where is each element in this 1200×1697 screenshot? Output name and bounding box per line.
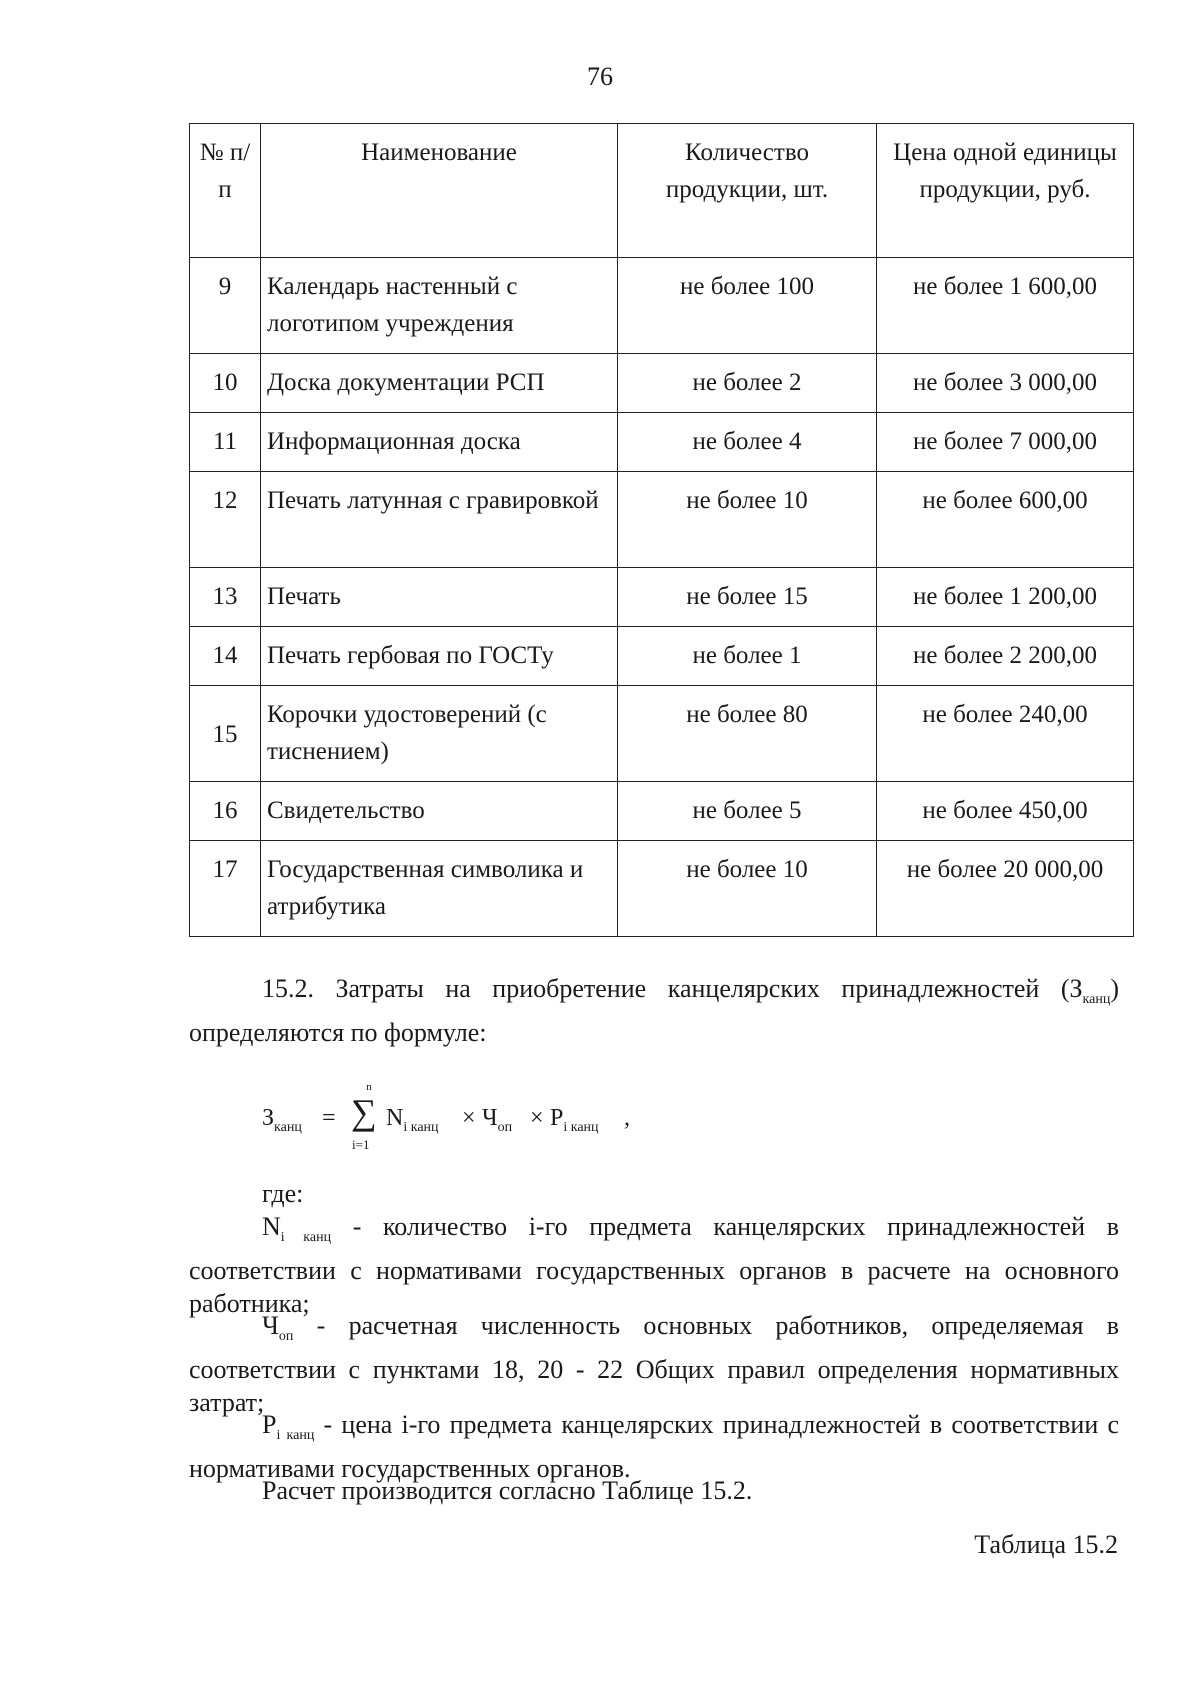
cell-name: Календарь настенный с логотипом учреждения bbox=[261, 258, 618, 354]
cell-price: не более 1 200,00 bbox=[877, 568, 1134, 627]
table-row bbox=[190, 841, 1134, 937]
cell-name: Печать латунная с гравировкой bbox=[261, 472, 618, 568]
cell-num: 11 bbox=[190, 413, 261, 472]
definition-n bbox=[189, 1210, 1119, 1320]
table-row bbox=[190, 354, 1134, 413]
formula-n bbox=[386, 1105, 439, 1136]
cell-num: 15 bbox=[190, 686, 261, 782]
cell-name: Печать гербовая по ГОСТу bbox=[261, 627, 618, 686]
cell-qty: не более 100 bbox=[618, 258, 877, 354]
definition-n-text: - количество i-го предмета канцелярских принадлежностей в соответствии с нормативами государственных органов в расчете на основного работника; bbox=[189, 1212, 1119, 1319]
cell-price: не более 450,00 bbox=[877, 782, 1134, 841]
formula-ch-symbol: Ч bbox=[482, 1105, 498, 1131]
cell-price: не более 1 600,00 bbox=[877, 258, 1134, 354]
cell-num: 9 bbox=[190, 258, 261, 354]
intro-subscript: канц bbox=[1082, 992, 1111, 1008]
cell-name: Печать bbox=[261, 568, 618, 627]
table-row bbox=[190, 782, 1134, 841]
definition-p-subscript: i канц bbox=[276, 1428, 315, 1444]
cell-qty: не более 4 bbox=[618, 413, 877, 472]
cell-qty: не более 10 bbox=[618, 841, 877, 937]
definition-ch-subscript: оп bbox=[278, 1329, 294, 1345]
cell-qty: не более 2 bbox=[618, 354, 877, 413]
formula-n-subscript: i канц bbox=[403, 1119, 439, 1135]
definition-ch bbox=[189, 1309, 1119, 1419]
cell-qty: не более 10 bbox=[618, 472, 877, 568]
definition-n-symbol: N bbox=[262, 1212, 281, 1241]
formula-n-symbol: N bbox=[386, 1105, 404, 1131]
cell-price: не более 2 200,00 bbox=[877, 627, 1134, 686]
page-number: 76 bbox=[587, 62, 613, 91]
cell-num: 16 bbox=[190, 782, 261, 841]
cell-name: Корочки удостоверений (с тиснением) bbox=[261, 686, 618, 782]
cell-qty: не более 5 bbox=[618, 782, 877, 841]
formula-p-symbol: P bbox=[550, 1105, 564, 1131]
formula-times-2: × bbox=[530, 1105, 544, 1131]
cell-price: не более 7 000,00 bbox=[877, 413, 1134, 472]
formula-lhs bbox=[262, 1105, 302, 1136]
formula-ch bbox=[482, 1105, 512, 1136]
table-row bbox=[190, 472, 1134, 568]
cell-num: 14 bbox=[190, 627, 261, 686]
definition-p-symbol: P bbox=[262, 1410, 277, 1439]
header-qty: Количество продукции, шт. bbox=[618, 124, 877, 258]
definition-n-subscript: i канц bbox=[280, 1230, 332, 1246]
cell-num: 10 bbox=[190, 354, 261, 413]
intro-tail: ) определяются по формуле: bbox=[189, 974, 1119, 1048]
cell-name: Государственная символика и атрибутика bbox=[261, 841, 618, 937]
cell-price: не более 3 000,00 bbox=[877, 354, 1134, 413]
calc-note: Расчет производится согласно Таблице 15.2. bbox=[262, 1476, 753, 1505]
cell-num: 13 bbox=[190, 568, 261, 627]
definition-ch-text: - расчетная численность основных работников, определяемая в соответствии с пунктами 18, 20 - 22 Общих правил определения нормативных затрат; bbox=[189, 1311, 1119, 1418]
cell-price: не более 240,00 bbox=[877, 686, 1134, 782]
header-price: Цена одной единицы продукции, руб. bbox=[877, 124, 1134, 258]
formula-ch-subscript: оп bbox=[497, 1119, 513, 1135]
table-row bbox=[190, 258, 1134, 354]
intro-main: 15.2. Затраты на приобретение канцелярских принадлежностей (З bbox=[262, 974, 1083, 1003]
formula-lhs-subscript: канц bbox=[274, 1119, 302, 1135]
table-row bbox=[190, 413, 1134, 472]
formula-sum-top: n bbox=[366, 1081, 372, 1093]
cell-name: Доска документации РСП bbox=[261, 354, 618, 413]
definition-ch-symbol: Ч bbox=[262, 1311, 279, 1340]
cell-qty: не более 1 bbox=[618, 627, 877, 686]
formula bbox=[262, 1075, 662, 1165]
cell-name: Информационная доска bbox=[261, 413, 618, 472]
table-row bbox=[190, 568, 1134, 627]
table-header-row bbox=[190, 124, 1134, 258]
products-table bbox=[189, 123, 1134, 937]
cell-price: не более 20 000,00 bbox=[877, 841, 1134, 937]
header-name: Наименование bbox=[261, 124, 618, 258]
formula-equals: = bbox=[322, 1105, 336, 1131]
cell-num: 12 bbox=[190, 472, 261, 568]
formula-p-subscript: i канц bbox=[563, 1119, 599, 1135]
definition-p-text: - цена i-го предмета канцелярских принадлежностей в соответствии с нормативами государственных органов. bbox=[189, 1410, 1119, 1484]
formula-p bbox=[550, 1105, 599, 1136]
section-intro bbox=[189, 972, 1119, 1049]
cell-qty: не более 80 bbox=[618, 686, 877, 782]
formula-lhs-symbol: З bbox=[262, 1105, 275, 1131]
table-row bbox=[190, 686, 1134, 782]
where-label: где: bbox=[262, 1179, 304, 1208]
formula-comma: , bbox=[624, 1105, 630, 1131]
cell-qty: не более 15 bbox=[618, 568, 877, 627]
cell-price: не более 600,00 bbox=[877, 472, 1134, 568]
formula-sum: ∑ bbox=[351, 1092, 377, 1132]
table-row bbox=[190, 627, 1134, 686]
cell-name: Свидетельство bbox=[261, 782, 618, 841]
table-caption: Таблица 15.2 bbox=[974, 1530, 1118, 1559]
cell-num: 17 bbox=[190, 841, 261, 937]
formula-sum-bottom: i=1 bbox=[352, 1137, 370, 1152]
formula-times-1: × bbox=[462, 1105, 476, 1131]
header-num: № п/п bbox=[190, 124, 261, 258]
